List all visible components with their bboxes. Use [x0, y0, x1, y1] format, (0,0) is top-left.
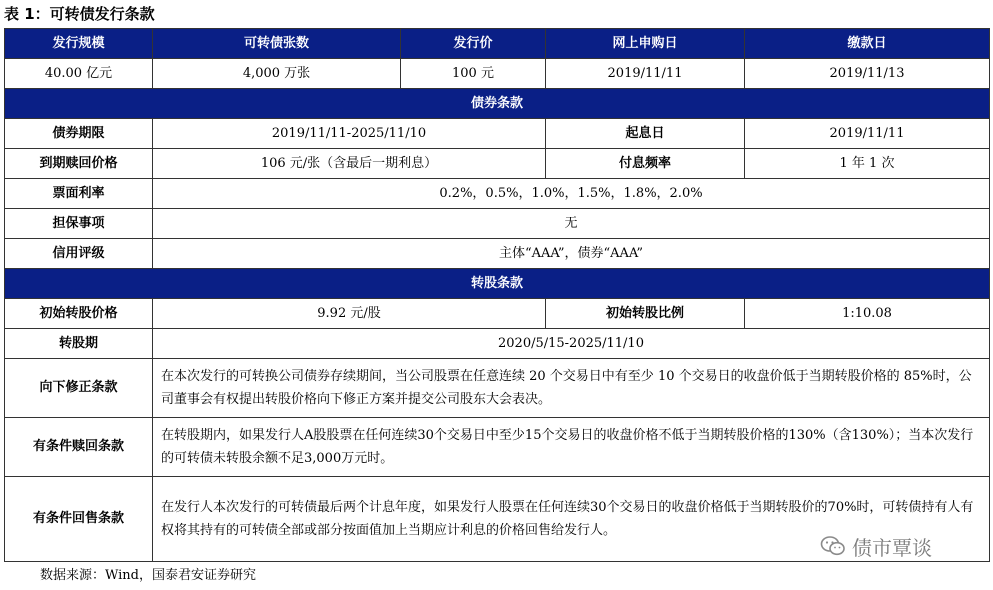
- bond-term-row: [5, 119, 990, 149]
- watermark: [820, 533, 932, 559]
- bond-terms-section-row: [5, 89, 990, 119]
- coupon-label: 票面利率: [5, 179, 153, 209]
- watermark-text: 债市覃谈: [852, 535, 932, 560]
- guarantee-label: 担保事项: [5, 209, 153, 239]
- redemption-row: [5, 149, 990, 179]
- value-date-label: 起息日: [546, 119, 745, 149]
- table-title: 表 1：可转债发行条款: [4, 5, 155, 23]
- issue-values-row: [5, 59, 990, 89]
- initial-price-label: 初始转股价格: [5, 299, 153, 329]
- initial-ratio-value: 1:10.08: [745, 299, 990, 329]
- conversion-terms-section-row: [5, 269, 990, 299]
- value-date-value: 2019/11/11: [745, 119, 990, 149]
- rating-row: [5, 239, 990, 269]
- call-clause-label: 有条件赎回条款: [5, 418, 153, 477]
- term-label: 债券期限: [5, 119, 153, 149]
- online-date-header: 网上申购日: [546, 29, 745, 59]
- rating-value: 主体“AAA”，债券“AAA”: [153, 239, 990, 269]
- price-header: 发行价: [401, 29, 546, 59]
- issue-terms-table: [4, 28, 990, 562]
- frequency-label: 付息频率: [546, 149, 745, 179]
- conversion-terms-section-title: 转股条款: [5, 269, 990, 299]
- bond-terms-section-title: 债券条款: [5, 89, 990, 119]
- put-clause-text: 在发行人本次发行的可转债最后两个计息年度，如果发行人股票在任何连续30个交易日的收盘价格低于当期转股价的70%时，可转债持有人有权将其持有的可转债全部或部分按面值加上当期应计利息的价格回售给发行人。: [153, 477, 990, 562]
- coupon-value: 0.2%，0.5%，1.0%，1.5%，1.8%，2.0%: [153, 179, 990, 209]
- call-clause-row: [5, 418, 990, 477]
- data-source-note: 数据来源：Wind，国泰君安证券研究: [40, 568, 256, 583]
- conversion-period-row: [5, 329, 990, 359]
- initial-price-value: 9.92 元/股: [153, 299, 546, 329]
- price-value: 100 元: [401, 59, 546, 89]
- initial-ratio-label: 初始转股比例: [546, 299, 745, 329]
- online-date-value: 2019/11/11: [546, 59, 745, 89]
- conversion-period-label: 转股期: [5, 329, 153, 359]
- payment-date-header: 缴款日: [745, 29, 990, 59]
- initial-price-row: [5, 299, 990, 329]
- reset-clause-text: 在本次发行的可转换公司债券存续期间，当公司股票在任意连续 20 个交易日中有至少 10 个交易日的收盘价低于当期转股价格的 85%时，公司董事会有权提出转股价格向下修正方案并提交公司股东大会表决。: [153, 359, 990, 418]
- payment-date-value: 2019/11/13: [745, 59, 990, 89]
- call-clause-text: 在转股期内，如果发行人A股股票在任何连续30个交易日中至少15个交易日的收盘价格不低于当期转股价格的130%（含130%）；当本次发行的可转债未转股余额不足3,000万元时。: [153, 418, 990, 477]
- coupon-row: [5, 179, 990, 209]
- conversion-period-value: 2020/5/15-2025/11/10: [153, 329, 990, 359]
- wechat-icon: [820, 535, 846, 557]
- redemption-label: 到期赎回价格: [5, 149, 153, 179]
- guarantee-value: 无: [153, 209, 990, 239]
- redemption-value: 106 元/张（含最后一期利息）: [153, 149, 546, 179]
- issue-size-header: 发行规模: [5, 29, 153, 59]
- reset-clause-label: 向下修正条款: [5, 359, 153, 418]
- frequency-value: 1 年 1 次: [745, 149, 990, 179]
- put-clause-label: 有条件回售条款: [5, 477, 153, 562]
- issue-size-value: 40.00 亿元: [5, 59, 153, 89]
- header-row: [5, 29, 990, 59]
- rating-label: 信用评级: [5, 239, 153, 269]
- bond-count-value: 4,000 万张: [153, 59, 401, 89]
- bond-count-header: 可转债张数: [153, 29, 401, 59]
- term-value: 2019/11/11-2025/11/10: [153, 119, 546, 149]
- guarantee-row: [5, 209, 990, 239]
- reset-clause-row: [5, 359, 990, 418]
